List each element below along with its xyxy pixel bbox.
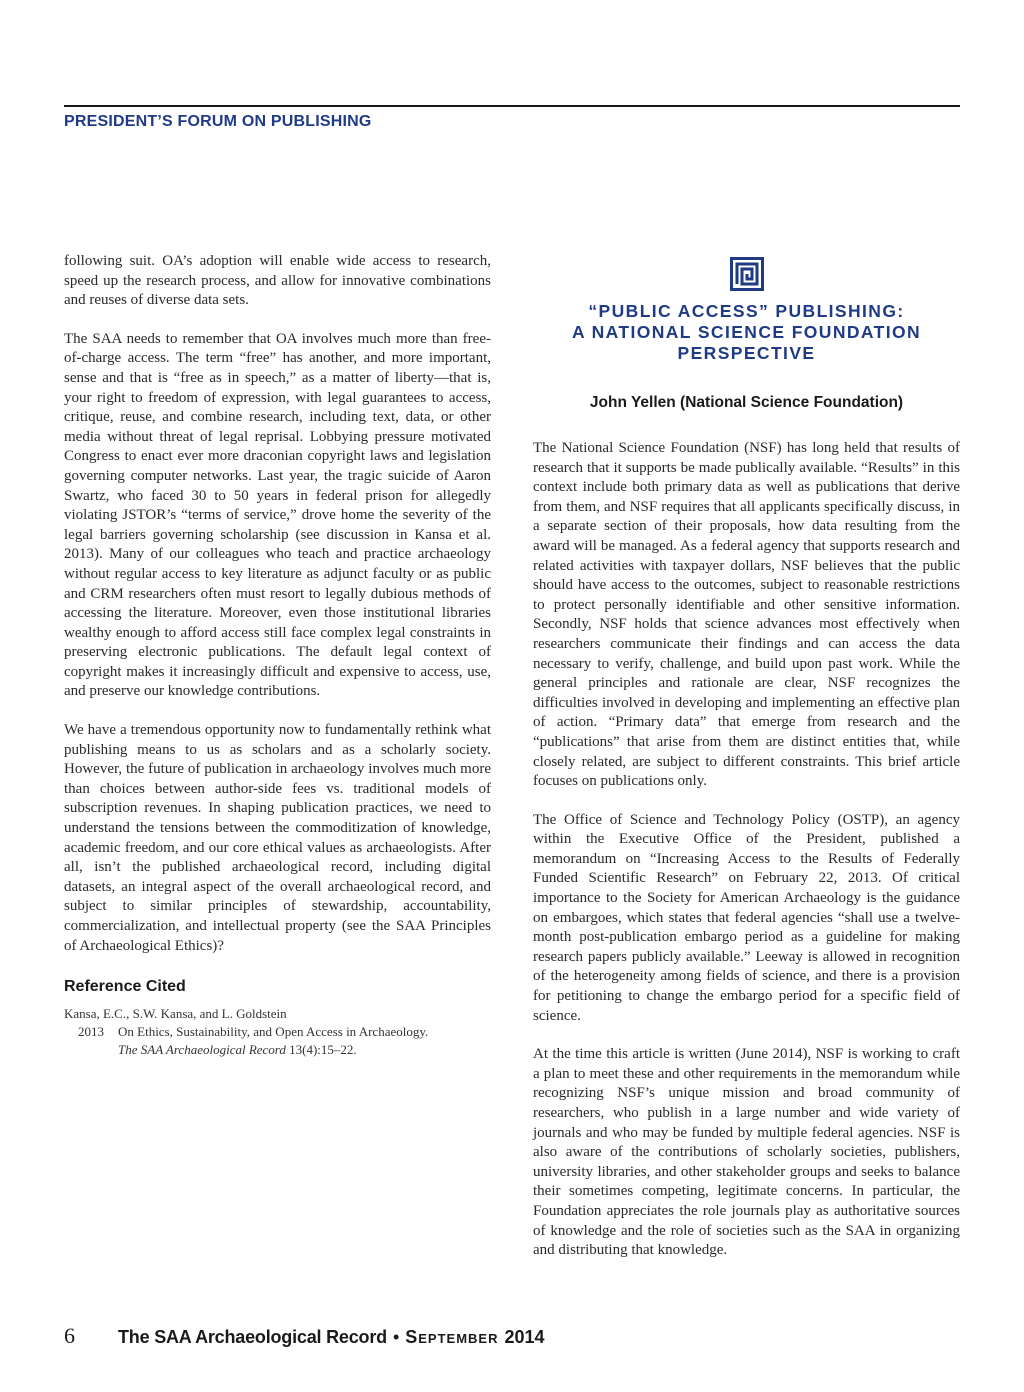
reference-entry [64, 1023, 491, 1041]
footer-bullet: • [392, 1327, 400, 1347]
left-paragraph-3: We have a tremendous opportunity now to fundamentally rethink what publishing means to us as scholars and as a scholarly society. However, the future of publication in archaeology involves much more than choices between author-side fees vs. traditional models of subscription revenues. In shaping publication practices, we need to understand the tensions between the commoditization of knowledge, academic freedom, and our core ethical values as archaeologists. After all, isn’t the published archaeological record, including digital datasets, an integral aspect of the overall archaeological record, and subject to similar principles of stewardship, accountability, commercialization, and intellectual property (see the SAA Principles of Archaeological Ethics)? [64, 722, 491, 954]
article-title-line-2: A NATIONAL SCIENCE FOUNDATION [571, 322, 922, 342]
issue-month: September [405, 1327, 499, 1347]
left-column [64, 252, 491, 1059]
publication-title: The SAA Archaeological Record [118, 1327, 387, 1347]
left-paragraph-1: following suit. OA’s adoption will enable wide access to research, speed up the research process, and allow for innovative combinations and reuses of diverse data sets. [64, 253, 491, 309]
reference-citation: 13(4):15–22. [285, 1042, 357, 1058]
reference-title: On Ethics, Sustainability, and Open Access in Archaeology. [118, 1024, 429, 1040]
article-author: John Yellen (National Science Foundation) [589, 394, 904, 411]
reference-journal-line [64, 1041, 491, 1059]
section-title: PRESIDENT’S FORUM ON PUBLISHING [64, 113, 372, 130]
page-footer [64, 1323, 545, 1349]
right-paragraph-3: At the time this article is written (June 2014), NSF is working to craft a plan to meet these and other requirements in the memorandum while recognizing NSF’s unique mission and broad community of researchers, who publish in a large number and wide variety of journals and who may be funded by multiple federal agencies. NSF is also aware of the contributions of scholarly societies, publishers, university libraries, and other stakeholder groups and seeks to balance their sometimes competing, legitimate concerns. In particular, the Foundation appreciates the role journals play as authoritative sources of knowledge and the role of societies such as the SAA in organizing and distributing that knowledge. [533, 1046, 960, 1259]
article-title-line-3: PERSPECTIVE [677, 343, 816, 363]
issue-year: 2014 [504, 1327, 545, 1347]
spiral-emblem-icon [730, 257, 764, 291]
reference-authors: Kansa, E.C., S.W. Kansa, and L. Goldstein [64, 1006, 287, 1022]
page-number: 6 [64, 1323, 75, 1348]
right-paragraph-1: The National Science Foundation (NSF) has long held that results of research that it supports be made publically available. “Results” in this context include both primary data as well as publications that derive from them, and NSF requires that all applicants specifically discuss, in a separate section of their proposals, how data resulting from the award will be managed. As a federal agency that supports research and related activities with taxpayer dollars, NSF believes that the public should have access to the outcomes, subject to reasonable restrictions to protect personally identifiable and other sensitive information. Secondly, NSF holds that science advances most effectively when researchers communicate their findings and can access the data necessary to verify, challenge, and build upon past work. While the general principles and rationale are clear, NSF recognizes the difficulties involved in developing and implementing an effective plan of action. “Primary data” that emerge from research and the “publications” that arise from them are distinct entities that, while closely related, are subject to different constraints. This brief article focuses on publications only. [533, 440, 960, 790]
references-heading: Reference Cited [64, 978, 186, 996]
left-paragraph-2: The SAA needs to remember that OA involves much more than free-of-charge access. The term “free” has another, and more important, sense and that is “free as in speech,” as a matter of liberty—that is, your right to freedom of expression, with legal guarantees to access, critique, reuse, and combine research, including text, data, or other media without threat of legal reprisal. Lobbying pressure motivated Congress to enact ever more draconian copyright laws and legislation governing computer networks. Last year, the tragic suicide of Aaron Swartz, who faced 30 to 50 years in federal prison for allegedly violating JSTOR’s “terms of service,” drove home the severity of the legal barriers governing scholarship (see discussion in Kansa et al. 2013). Many of our colleagues who teach and practice archaeology without regular access to key literature as adjunct faculty or as public and CRM researchers often must resort to legally dubious methods of accessing the literature. Moreover, even those institutional libraries wealthy enough to afford access still face complex legal constraints in preserving electronic publications. The default legal context of copyright makes it increasingly difficult and expensive to access, use, and preserve our knowledge contributions. [64, 330, 491, 700]
header-rule [64, 105, 960, 107]
article-title-line-1: “PUBLIC ACCESS” PUBLISHING: [588, 301, 905, 321]
reference-year: 2013 [78, 1024, 104, 1040]
reference-journal: The SAA Archaeological Record [118, 1042, 286, 1058]
right-paragraph-2: The Office of Science and Technology Policy (OSTP), an agency within the Executive Office of the President, published a memorandum on “Increasing Access to the Results of Federally Funded Scientific Research” on February 22, 2013. Of critical importance to the Society for American Archaeology is the guidance on embargoes, which states that federal agencies “shall use a twelve-month post-publication embargo period as a guideline for making research papers publicly available.” Leeway is allowed in recognition of the heterogeneity among fields of science, and there is a provision for petitioning to change the embargo period for a specific field of science. [533, 811, 960, 1024]
article-title [533, 301, 960, 364]
emblem [533, 257, 960, 293]
right-column [533, 252, 960, 1280]
